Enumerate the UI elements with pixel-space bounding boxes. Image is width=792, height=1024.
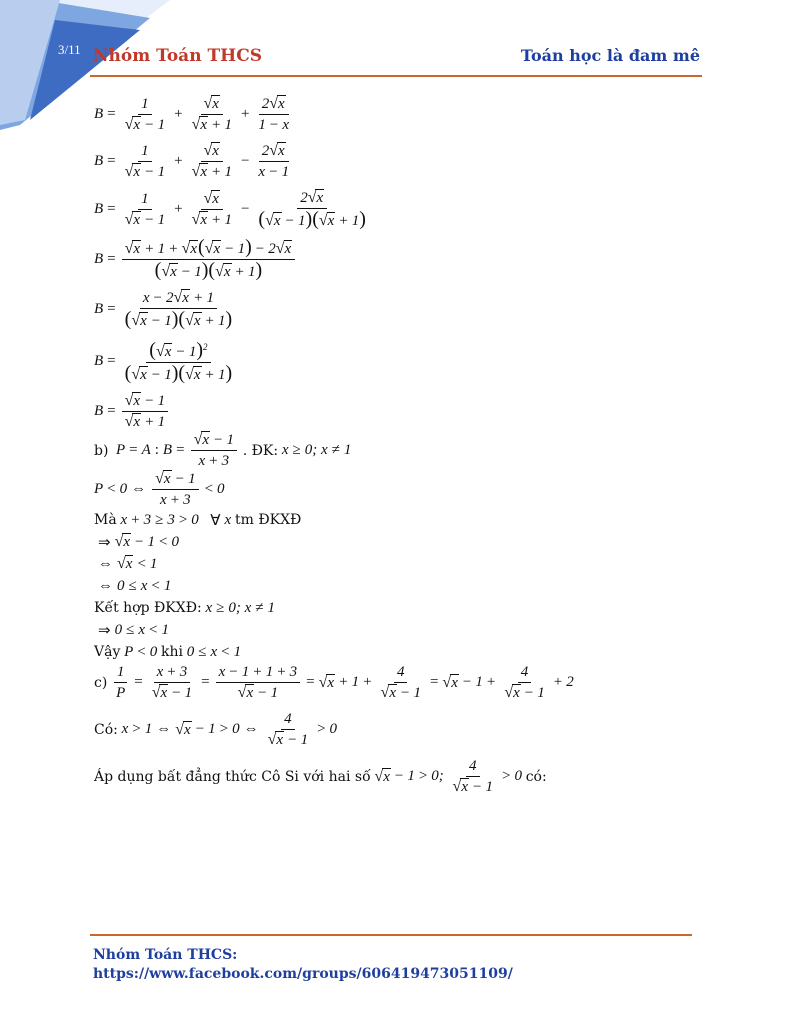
ap-dung-text: Áp dụng bất đẳng thức Cô Si với hai số [94,768,371,785]
equation-b-2: B = 1 √ x − 1 + √ x √ x + 1 − 2 √ x x − 1 [94,142,290,180]
math-content [94,95,714,796]
part-b-inequality: P < 0 ⇔ √ x − 1 x + 3 < 0 [94,470,225,508]
part-b-step-4: ⇒ 0 ≤ x < 1 [98,621,169,639]
co-end-label: có: [525,768,547,785]
co-label: Có: [94,721,118,738]
footer-group-name: Nhóm Toán THCS: [93,947,238,963]
part-c-ap-dung: Áp dụng bất đẳng thức Cô Si với hai số √ x − 1 > 0; 4 √ x − 1 > 0 có: [94,758,547,795]
equation-b-4: B = √ x + 1 + √ x ( √ x − 1) − 2 √ x ( √ x − 1)( √ x + 1) [94,238,714,281]
footer [93,946,513,984]
header-left-title: Nhóm Toán THCS [93,46,262,66]
khi-label: khi [161,644,183,660]
footer-rule [90,934,692,936]
equation-b-7: B = √ x − 1 √ x + 1 [94,392,714,431]
equation-b-6: B = ( √ x − 1)$^2$ ( √ x − 1)( √ x + 1) [94,339,233,384]
part-b-conclusion: Vậy P < 0 khi 0 ≤ x < 1 [94,643,242,660]
part-b-ma: Mà x + 3 ≥ 3 > 0 ∀ x tm ĐKXĐ [94,511,302,529]
page-number: 3/11 [58,42,81,57]
ma-label: Mà [94,512,117,528]
ket-hop-label: Kết hợp ĐKXĐ: [94,600,202,616]
part-b-step-1: ⇒ √ x − 1 < 0 [98,533,179,551]
equation-b-3: B = 1 √ x − 1 + √ x √ x + 1 − 2 √ x ( √ x − 1)( √ x + 1) [94,189,366,230]
part-b-label: b) [94,442,109,459]
vay-label: Vậy [94,644,121,660]
tm-label: tm ĐKXĐ [234,512,302,528]
equation-b-5: B = x − 2 √ x + 1 ( √ x − 1)( √ x + 1) [94,289,233,330]
part-b-definition: b) P = A : B = √ x − 1 x + 3 . ĐK: x ≥ 0; x ≠ 1 [94,431,352,469]
part-b-step-2: ⇔ √ x < 1 [98,555,158,572]
footer-link[interactable]: https://www.facebook.com/groups/606419473051109/ [93,966,513,982]
header-right-title: Toán học là đam mê [520,46,700,65]
part-b-step-3: ⇔ 0 ≤ x < 1 [98,577,172,594]
equation-b-1: B = 1 √ x − 1 + √ x √ x + 1 + 2 √ x 1 − x [94,95,290,133]
part-c-expression: c) $\frac{1}{P}$ = x + 3 √ x − 1 = x − 1 + 1 + 3 √ x − 1 = √ x + 1 + 4 √ x − 1 = √ x − 1 + 4 √ x − 1 + 2 [94,664,574,701]
dk-label: . ĐK: [242,442,279,459]
header-rule [90,75,702,77]
part-c-co: Có: x > 1 ⇔ √ x − 1 > 0 ⇔ 4 √ x − 1 > 0 [94,711,338,748]
part-c-label: c) [94,674,108,691]
part-b-ket-hop: Kết hợp ĐKXĐ: x ≥ 0; x ≠ 1 [94,599,276,616]
